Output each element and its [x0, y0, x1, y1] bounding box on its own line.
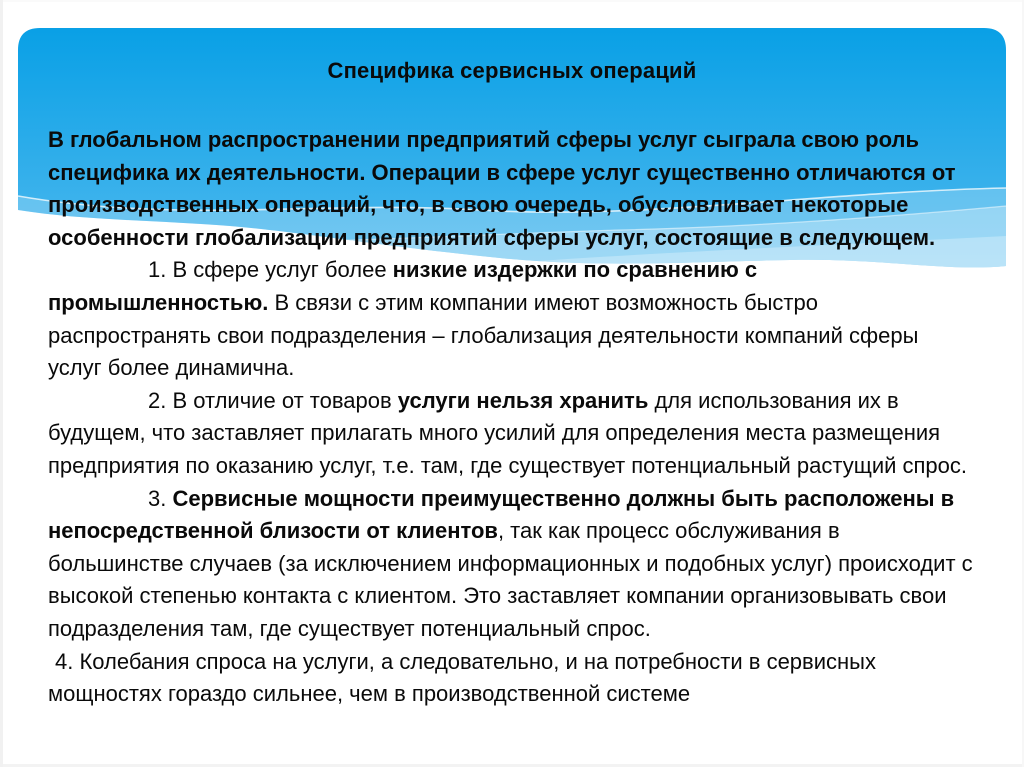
slide-body: [48, 124, 978, 711]
text-segment-bold: низкие издержки по сравнению с промышленностью.: [48, 257, 758, 315]
text-segment: для использования их в будущем, что заставляет прилагать много усилий для определения места размещения предприятия по оказанию услуг, т.е. там, где существует потенциальный растущий спрос.: [48, 387, 968, 478]
text-segment: В связи с этим компании имеют возможность быстро распространять свои подразделения – глобализация деятельности компаний сферы услуг более динамична.: [48, 289, 919, 381]
text-segment: 3.: [148, 485, 173, 511]
text-segment: 2. В отличие от товаров: [148, 387, 398, 413]
paragraph: [48, 483, 978, 646]
paragraph: [48, 385, 978, 483]
text-segment-bold: В глобальном распространении предприятий сферы услуг сыграла свою роль специфика их деятельности. Операции в сфере услуг существенно отличаются от производственных операций, что, в свою очередь, обусловливает некоторые особенности глобализации предприятий сферы услуг, состоящие в следующем.: [48, 127, 956, 250]
text-segment: , так как процесс обслуживания в большинстве случаев (за исключением информационных и подобных услуг) происходит с высокой степенью контакта с клиентом. Это заставляет компании организовывать свои подразделения там, где существует потенциальный спрос.: [48, 518, 973, 641]
paragraph: [48, 254, 978, 384]
paragraph: [48, 124, 978, 254]
text-segment: 4. Колебания спроса на услуги, а следовательно, и на потребности в сервисных мощностях гораздо сильнее, чем в производственной системе: [48, 648, 876, 707]
text-segment-bold: Сервисные мощности преимущественно должны быть расположены в непосредственной близости от клиентов: [48, 485, 955, 544]
text-segment-bold: услуги нельзя хранить: [397, 387, 649, 413]
paragraph: [48, 646, 978, 711]
slide-title: Специфика сервисных операций: [327, 58, 697, 83]
text-segment: 1. В сфере услуг более: [148, 257, 393, 283]
